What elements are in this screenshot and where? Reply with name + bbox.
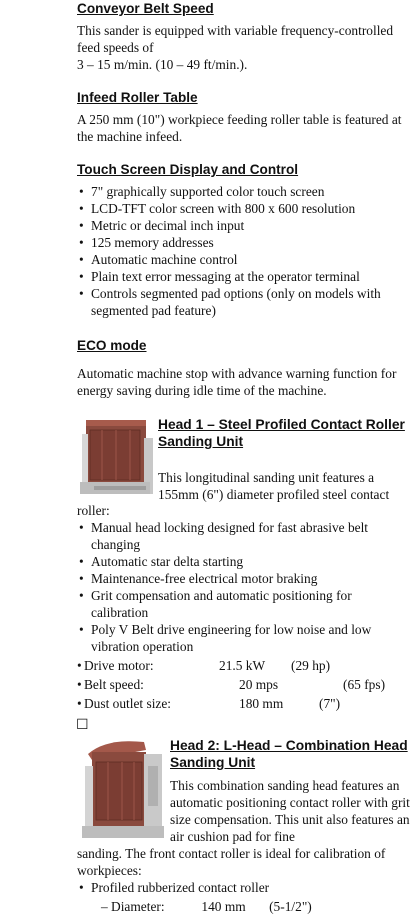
spec-bullet: • (77, 677, 82, 692)
bullet-list (77, 879, 413, 896)
section-title: Conveyor Belt Speed (77, 1, 214, 16)
section-eco-mode (77, 337, 413, 399)
section-title: Head 1 – Steel Profiled Contact Roller Sanding Unit (158, 417, 405, 449)
spec-row (77, 657, 413, 676)
paragraph: This longitudinal sanding unit features a 155mm (6") diameter profiled steel contact (158, 470, 390, 502)
spec-line-cut-off: – Diameter: 140 mm (5-1/2") (101, 899, 312, 914)
paragraph: sanding. The front contact roller is ideal for calibration of workpieces: (77, 846, 386, 878)
paragraph: 3 – 15 m/min. (10 – 49 ft/min.). (77, 57, 248, 72)
list-item: • Controls segmented pad options (only on models with segmented pad feature) (77, 285, 413, 319)
list-item: • Plain text error messaging at the operator terminal (77, 268, 413, 285)
list-item: • Profiled rubberized contact roller (77, 879, 413, 896)
section-conveyor-belt-speed (77, 0, 413, 73)
spec-value-imperial: (65 fps) (343, 677, 386, 692)
section-title: Head 2: L-Head – Combination Head Sanding Unit (170, 738, 408, 770)
list-item: • 7" graphically supported color touch screen (77, 183, 413, 200)
spec-value-metric: 180 mm (239, 696, 284, 711)
spec-bullet: • (77, 658, 82, 673)
head-1-body (77, 502, 413, 714)
bullet-list (77, 519, 413, 655)
machine-illustration (82, 736, 166, 840)
head-2-body (77, 845, 413, 915)
list-item: • Automatic star delta starting (77, 553, 413, 570)
spec-label: Drive motor: (84, 658, 154, 673)
machine-illustration (80, 416, 156, 498)
spec-bullet: • (77, 696, 82, 711)
section-title: Infeed Roller Table (77, 90, 198, 105)
list-item: • Automatic machine control (77, 251, 413, 268)
paragraph: This combination sanding head features an automatic positioning contact roller with grit size compensation. This unit also features an air cushion pad for fine (170, 778, 410, 844)
head-1-title-block (158, 416, 416, 450)
list-item: • Manual head locking designed for fast abrasive belt changing (77, 519, 413, 553)
paragraph: This sander is equipped with variable frequency-controlled feed speeds of (77, 23, 394, 55)
list-item: • Grit compensation and automatic positioning for calibration (77, 587, 413, 621)
spec-value-metric: 20 mps (239, 677, 279, 692)
list-item: • Maintenance-free electrical motor braking (77, 570, 413, 587)
spec-label: Belt speed: (84, 677, 144, 692)
checkbox-icon: ☐ (76, 717, 89, 733)
head-1-sanding-unit-image (80, 416, 156, 498)
paragraph: Automatic machine stop with advance warning function for energy saving during idle time of the machine. (77, 366, 397, 398)
list-item: • 125 memory addresses (77, 234, 413, 251)
list-item: • Metric or decimal inch input (77, 217, 413, 234)
spec-value-metric: 21.5 kW (219, 658, 266, 673)
spec-row (77, 676, 413, 695)
spec-value-imperial: (29 hp) (291, 658, 331, 673)
head-2-intro (170, 777, 414, 845)
section-title: Touch Screen Display and Control (77, 162, 299, 177)
paragraph: A 250 mm (10") workpiece feeding roller table is featured at the machine infeed. (77, 112, 402, 144)
head-2-title-block (170, 737, 416, 771)
spec-table (77, 657, 413, 714)
paragraph: roller: (77, 503, 110, 518)
list-item: • Poly V Belt drive engineering for low noise and low vibration operation (77, 621, 413, 655)
spec-label: Dust outlet size: (84, 696, 172, 711)
list-item: • LCD-TFT color screen with 800 x 600 resolution (77, 200, 413, 217)
spec-row (77, 695, 413, 714)
bullet-list (77, 183, 413, 319)
head-1-intro (158, 469, 414, 503)
section-infeed-roller-table (77, 89, 413, 145)
section-touch-screen (77, 161, 413, 319)
section-title: ECO mode (77, 338, 147, 353)
spec-value-imperial: (7") (319, 696, 341, 711)
head-2-sanding-unit-image (82, 736, 166, 840)
